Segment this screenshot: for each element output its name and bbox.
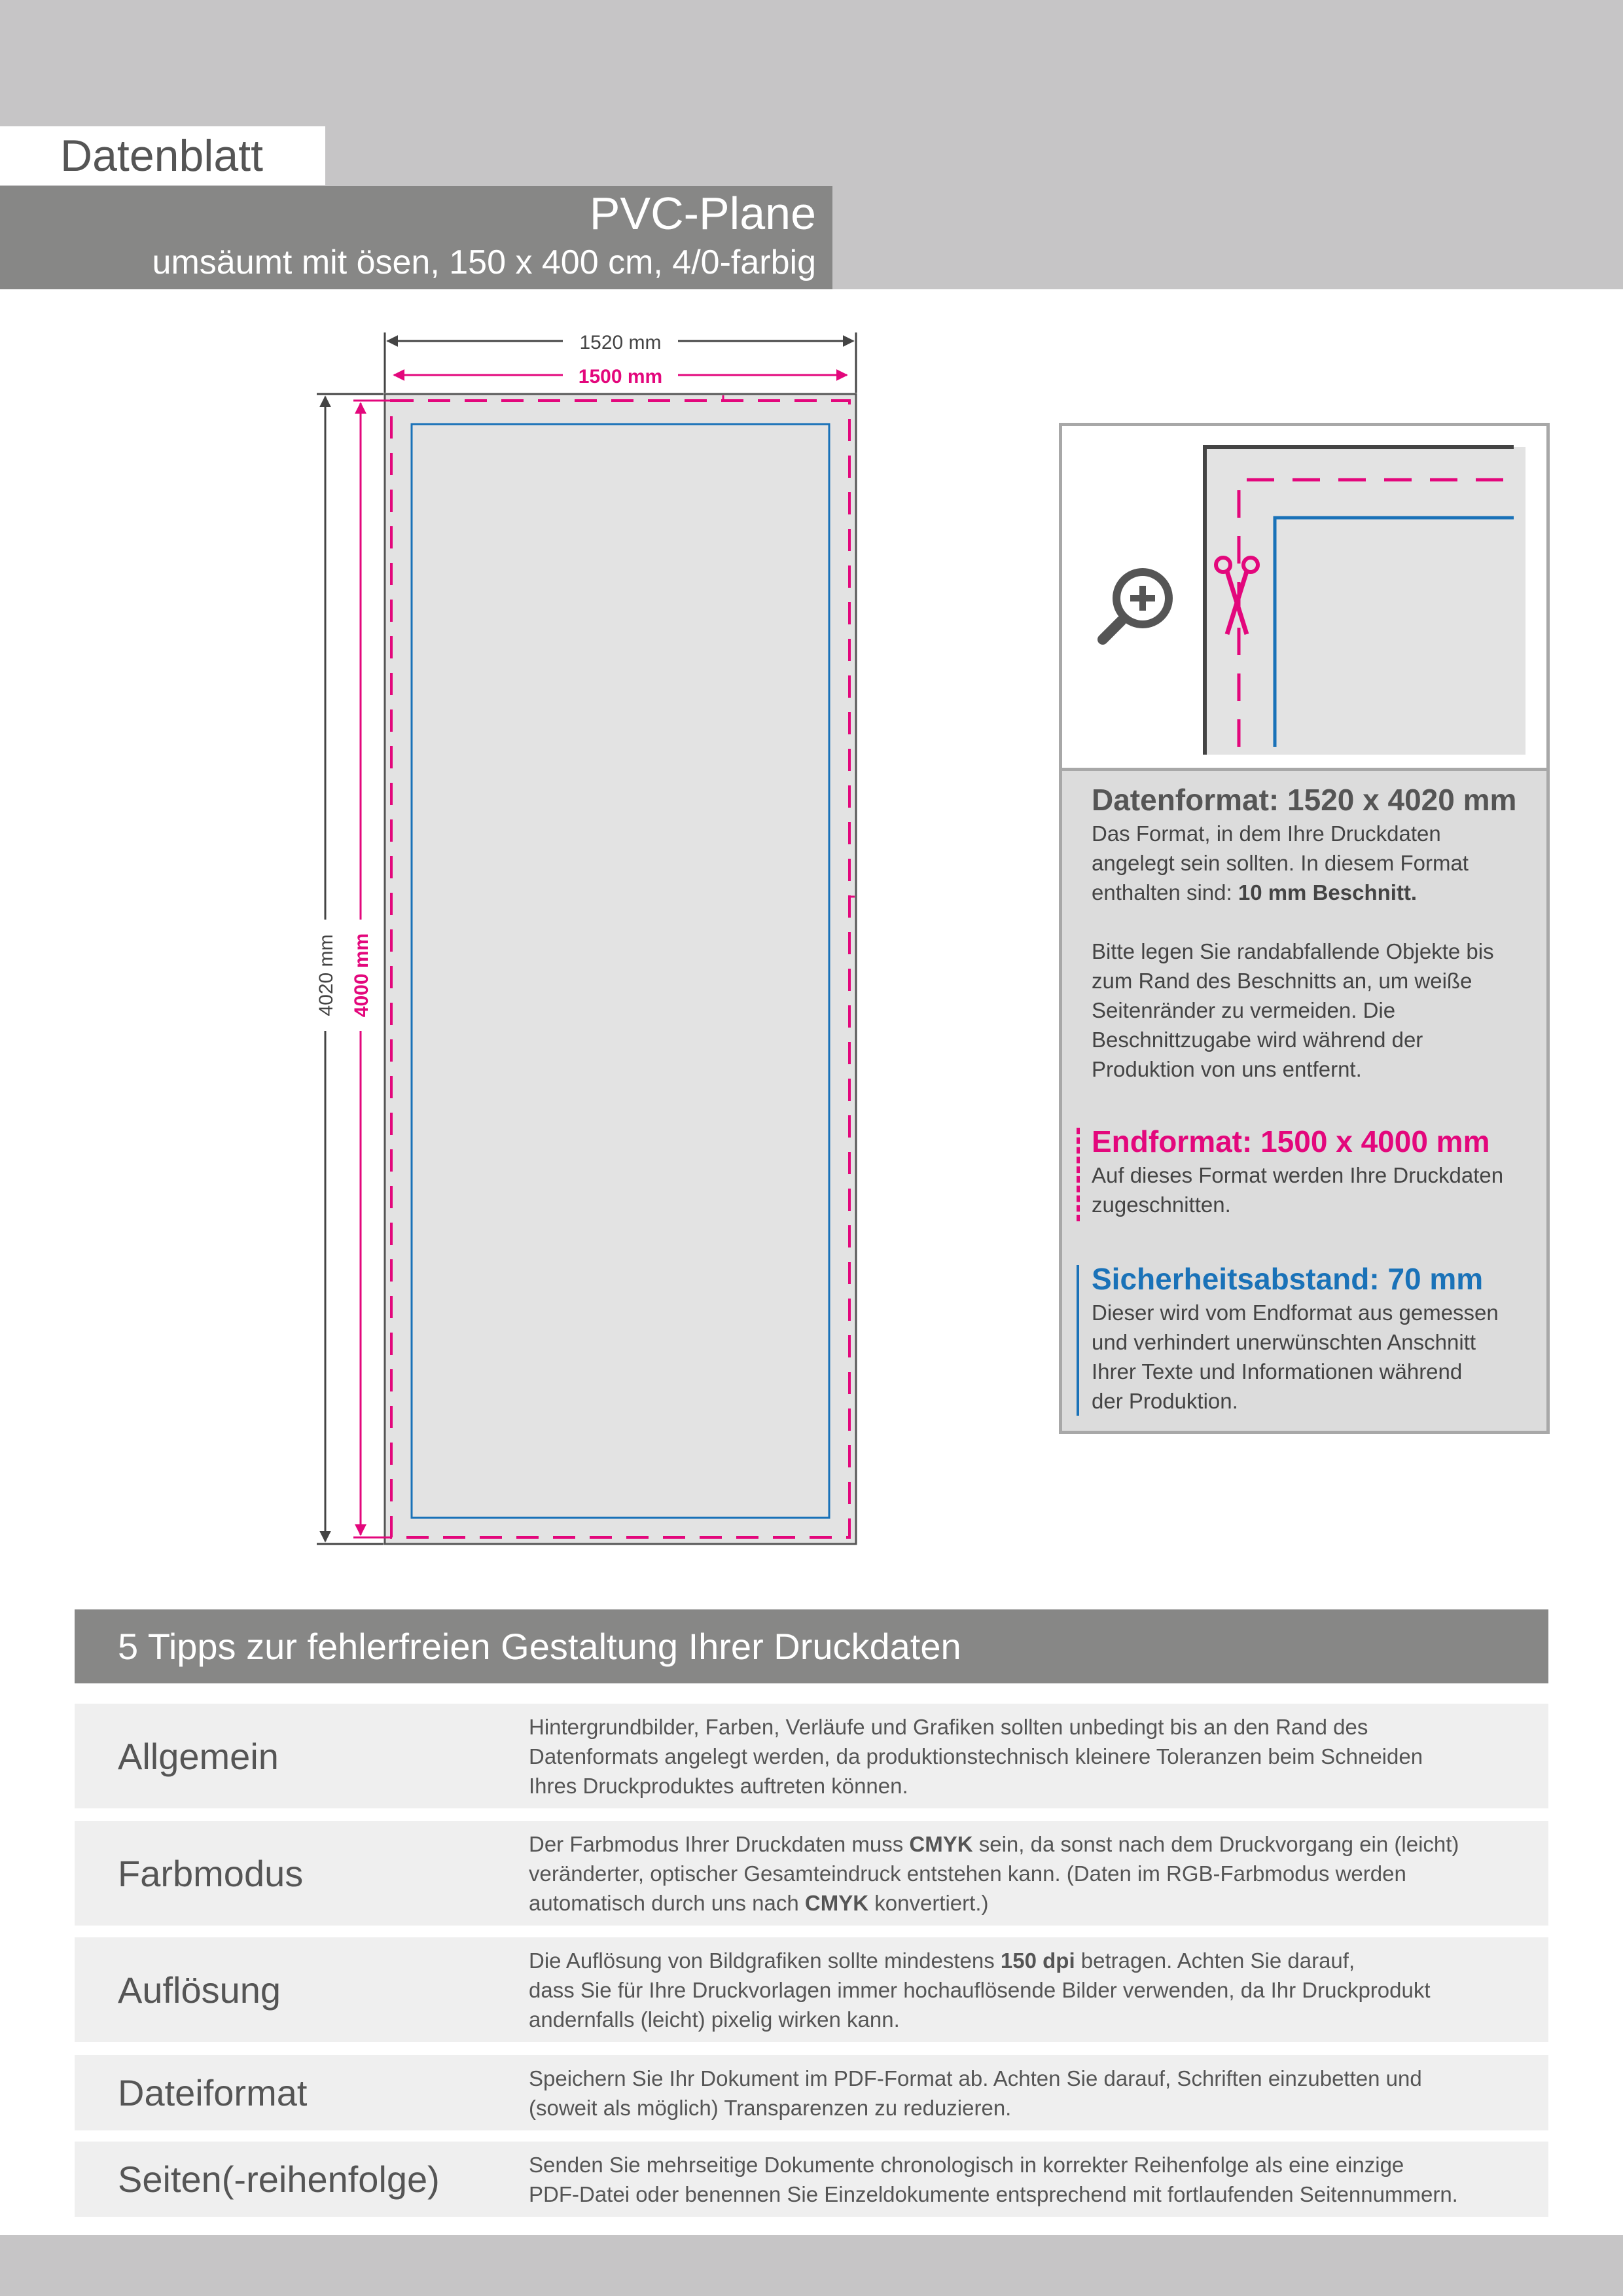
info-panel [1059, 423, 1550, 1434]
inner-width-label: 1500 mm [578, 366, 663, 387]
tip-row-seiten [75, 2142, 1548, 2217]
datenformat-block: Datenformat: 1520 x 4020 mm Das Format, in dem Ihre Druckdaten angelegt sein sollten. In diesem Format enthalten sind: 10 mm Beschnitt. Bitte legen Sie randabfallende Objekte bis zum Rand des Beschnitts an, um weiße Seitenränder zu vermeiden. Die Beschnittzugabe wird während der Produktion von uns entfernt. [1092, 781, 1537, 1084]
tips-header: 5 Tipps zur fehlerfreien Gestaltung Ihrer Druckdaten [75, 1609, 1548, 1683]
tip-label-farbmodus: Farbmodus [118, 1852, 304, 1894]
outer-height-label: 4020 mm [315, 934, 337, 1016]
tip-text-dateiformat: Speichern Sie Ihr Dokument im PDF-Format ab. Achten Sie darauf, Schriften einzubetten und (soweit als möglich) Transparenzen zu reduzieren. [529, 2066, 1422, 2120]
sicherheit-title: Sicherheitsabstand: 70 mm [1092, 1262, 1484, 1296]
outer-width-label: 1520 mm [579, 332, 662, 353]
endformat-marker [1077, 1128, 1080, 1221]
data-format-rect [385, 394, 856, 1544]
tip-text-farbmodus: Der Farbmodus Ihrer Druckdaten muss CMYK sein, da sonst nach dem Druckvorgang ein (leicht) veränderter, optischer Gesamteindruck entstehen kann. (Daten im RGB-Farbmodus werden automatisch durch uns nach CMYK konvertiert.) [529, 1831, 1459, 1915]
tip-row-aufloesung [75, 1937, 1548, 2042]
bottom-band [0, 2235, 1623, 2296]
sicherheit-marker [1077, 1265, 1079, 1416]
endformat-block: Endformat: 1500 x 4000 mm Auf dieses Format werden Ihre Druckdaten zugeschnitten. [1092, 1122, 1537, 1219]
magnifier-plus-icon [1103, 568, 1173, 639]
tip-label-dateiformat: Dateiformat [118, 2072, 308, 2113]
tip-text-allgemein: Hintergrundbilder, Farben, Verläufe und Grafiken sollten unbedingt bis an den Rand des Datenformats angelegt werden, da produktionstechnisch kleinere Toleranzen beim Schneiden Ihres Druckproduktes auftreten können. [529, 1714, 1423, 1798]
datenformat-title: Datenformat: 1520 x 4020 mm [1092, 783, 1517, 817]
tip-label-seiten: Seiten(-reihenfolge) [118, 2159, 440, 2200]
product-subtitle: umsäumt mit ösen, 150 x 400 cm, 4/0-farbig [152, 243, 816, 281]
tip-label-allgemein: Allgemein [118, 1735, 279, 1777]
tip-row-allgemein [75, 1704, 1548, 1808]
tip-row-farbmodus [75, 1821, 1548, 1926]
product-title: PVC-Plane [589, 188, 816, 239]
inner-height-label: 4000 mm [351, 933, 372, 1018]
info-text-area [1062, 771, 1546, 1431]
sicherheit-block: Sicherheitsabstand: 70 mm Dieser wird vom Endformat aus gemessen und verhindert unerwünschten Anschnitt Ihrer Texte und Informationen während der Produktion. [1092, 1260, 1537, 1416]
doc-label: Datenblatt [0, 126, 325, 185]
endformat-title: Endformat: 1500 x 4000 mm [1092, 1124, 1490, 1158]
tip-row-dateiformat [75, 2055, 1548, 2130]
zoom-detail [1062, 426, 1546, 769]
tip-text-aufloesung: Die Auflösung von Bildgrafiken sollte mindestens 150 dpi betragen. Achten Sie darauf, dass Sie für Ihre Druckvorlagen immer hochauflösende Bilder verwenden, da Ihr Druckprodukt andernfalls (leicht) pixelig wirken kann. [529, 1948, 1431, 2032]
tip-label-aufloesung: Auflösung [118, 1969, 281, 2011]
tip-text-seiten: Senden Sie mehrseitige Dokumente chronologisch in korrekter Reihenfolge als eine einzige PDF-Datei oder benennen Sie Einzeldokumente entsprechend mit fortlaufenden Seitennummern. [529, 2152, 1458, 2206]
